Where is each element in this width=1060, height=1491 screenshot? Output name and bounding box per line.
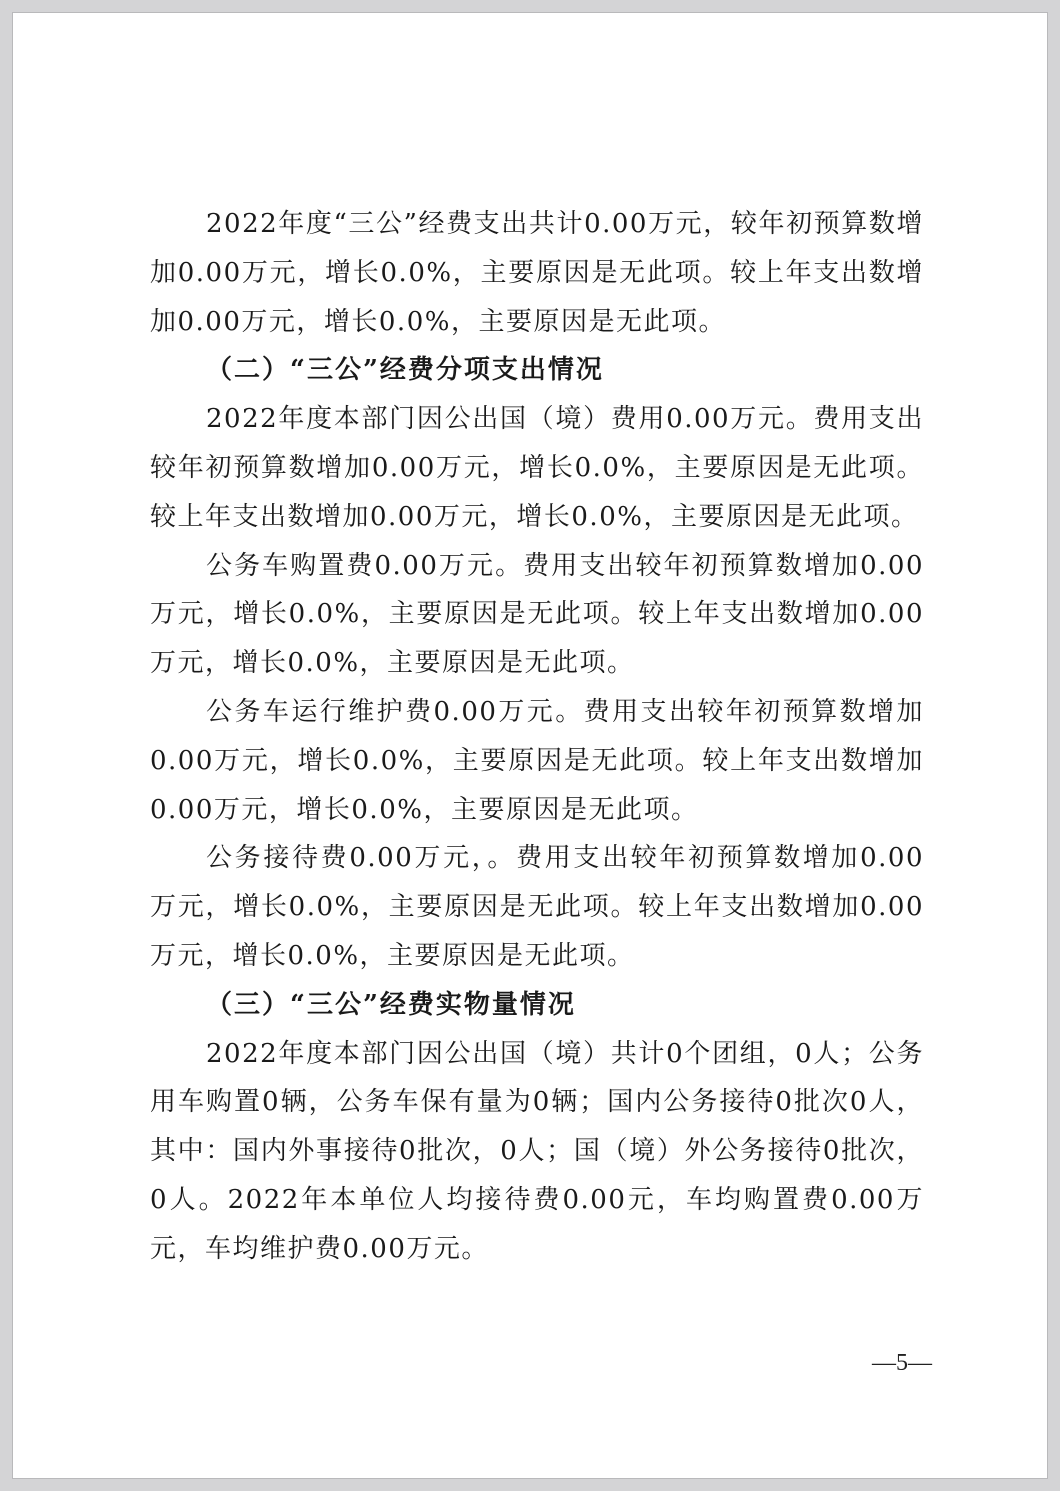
section-heading-itemized: （二）“三公”经费分项支出情况 [206, 355, 604, 386]
paragraph-overseas-travel: 2022年度本部门因公出国（境）费用0.00万元。费用支出较年初预算数增加0.00万元，增长0.0%，主要原因是无此项。较上年支出数增加0.00万元，增长0.0%，主要原因是无此项。 [150, 404, 924, 532]
paragraph-vehicle-purchase: 公务车购置费0.00万元。费用支出较年初预算数增加0.00万元，增长0.0%，主要原因是无此项。较上年支出数增加0.00万元，增长0.0%，主要原因是无此项。 [150, 550, 924, 679]
document-body [150, 200, 924, 1274]
paragraph-reception: 公务接待费0.00万元，。费用支出较年初预算数增加0.00万元，增长0.0%，主要原因是无此项。较上年支出数增加0.00万元，增长0.0%，主要原因是无此项。 [150, 843, 924, 971]
page-number: —5— [872, 1350, 932, 1376]
paragraph-summary: 2022年度“三公”经费支出共计0.00万元，较年初预算数增加0.00万元，增长0.0%，主要原因是无此项。较上年支出数增加0.00万元，增长0.0%，主要原因是无此项。 [150, 209, 924, 337]
paragraph-vehicle-maintenance: 公务车运行维护费0.00万元。费用支出较年初预算数增加0.00万元，增长0.0%，主要原因是无此项。较上年支出数增加0.00万元，增长0.0%，主要原因是无此项。 [150, 696, 924, 825]
section-heading-physical-quantity: （三）“三公”经费实物量情况 [206, 989, 576, 1020]
document-page [12, 12, 1048, 1479]
paragraph-physical-quantity: 2022年度本部门因公出国（境）共计0个团组，0人；公务用车购置0辆，公务车保有量为0辆；国内公务接待0批次0人，其中：国内外事接待0批次，0人；国（境）外公务接待0批次，0人。2022年本单位人均接待费0.00元，车均购置费0.00万元，车均维护费0.00万元。 [150, 1038, 924, 1264]
